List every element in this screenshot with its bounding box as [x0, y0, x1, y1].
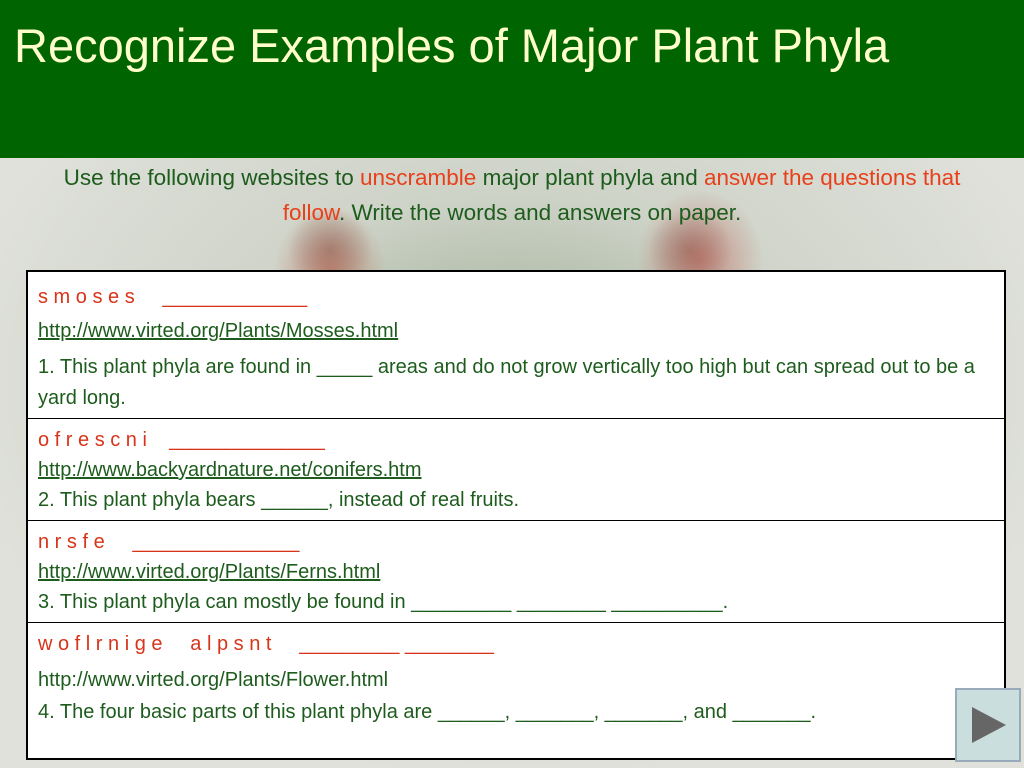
website-link[interactable]: http://www.backyardnature.net/conifers.htm: [38, 459, 422, 481]
instructions: [40, 160, 984, 230]
table-row-ferns: [28, 520, 1004, 622]
website-link[interactable]: http://www.virted.org/Plants/Mosses.html: [38, 320, 399, 342]
intro-text-3: . Write the words and answers on paper.: [338, 200, 742, 225]
question-text: 2. This plant phyla bears ______, instead of real fruits.: [38, 489, 520, 511]
website-link[interactable]: http://www.virted.org/Plants/Flower.html: [38, 669, 389, 691]
title-bar: [0, 0, 1024, 158]
scrambled-word: w o f l r n i g e a l p s n t _________ ________: [38, 633, 494, 655]
scrambled-word: n r s f e _______________: [38, 531, 300, 553]
table-row-flowering-plants: [28, 622, 1004, 758]
slide-title: Recognize Examples of Major Plant Phyla: [14, 19, 890, 72]
question-text: 3. This plant phyla can mostly be found in _________ ________ __________.: [38, 591, 729, 613]
table-row-mosses: [28, 272, 1004, 418]
next-slide-button[interactable]: [955, 688, 1021, 762]
scrambled-word: o f r e s c n i ______________: [38, 429, 325, 451]
website-link[interactable]: http://www.virted.org/Plants/Ferns.html: [38, 561, 381, 583]
intro-highlight-answer: answer the questions that follow: [282, 165, 961, 225]
intro-text-1: Use the following websites to: [63, 165, 361, 190]
question-text: 4. The four basic parts of this plant phyla are ______, _______, _______, and _______.: [38, 701, 816, 723]
play-arrow-icon: [964, 701, 1012, 749]
scrambled-word: s m o s e s _____________: [38, 286, 308, 308]
question-text: 1. This plant phyla are found in _____ areas and do not grow vertically too high but can spread out to be a yard long.: [38, 356, 975, 409]
intro-text-2: major plant phyla and: [476, 165, 704, 190]
questions-table: [26, 270, 1006, 760]
table-row-conifers: [28, 418, 1004, 520]
intro-highlight-unscramble: unscramble: [360, 165, 477, 190]
